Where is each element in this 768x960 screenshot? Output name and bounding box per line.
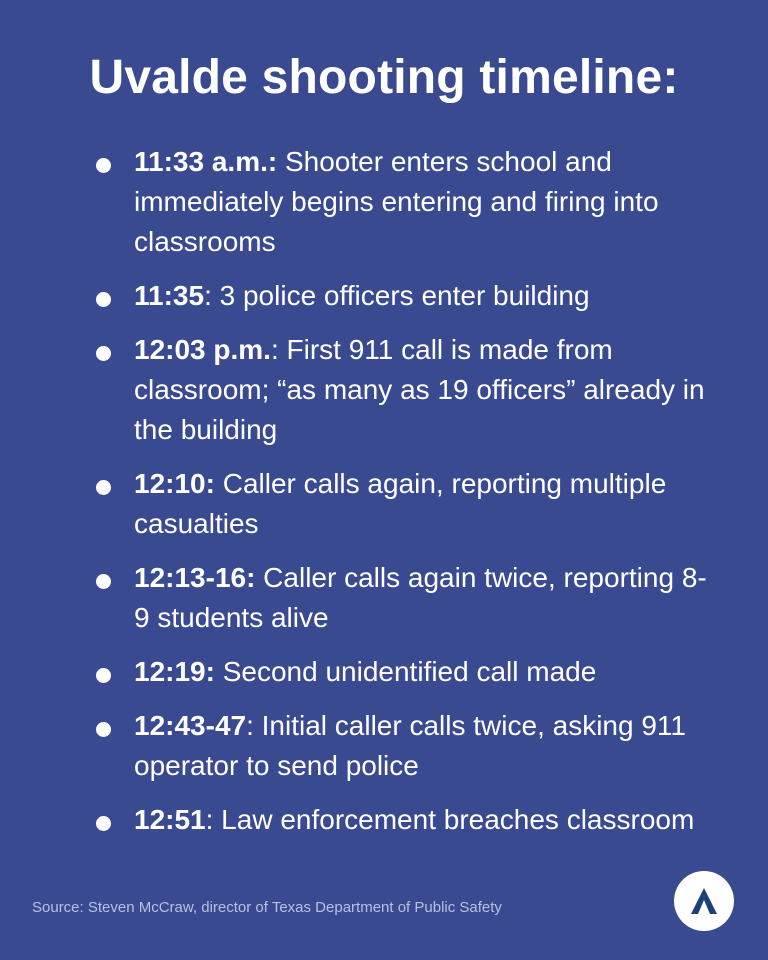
timeline-text: Second unidentified call made xyxy=(214,656,597,687)
timeline-item xyxy=(90,142,710,262)
axios-logo-icon xyxy=(674,871,734,931)
timeline-list xyxy=(90,142,710,854)
axios-logo-mark xyxy=(688,885,720,917)
timeline-time: 12:10: xyxy=(134,468,215,499)
timeline-item xyxy=(90,800,710,840)
bullet-icon xyxy=(96,668,111,683)
timeline-item xyxy=(90,558,710,638)
timeline-time: 12:43-47 xyxy=(134,710,247,741)
bullet-icon xyxy=(96,816,111,831)
timeline-item xyxy=(90,276,710,316)
bullet-icon xyxy=(96,292,111,307)
bullet-icon xyxy=(96,346,111,361)
page-title: Uvalde shooting timeline: xyxy=(89,51,679,104)
timeline-text: Caller calls again twice, reporting 8-9 students alive xyxy=(134,562,707,633)
timeline-time: 12:03 p.m. xyxy=(134,334,271,365)
timeline-text: : 3 police officers enter building xyxy=(204,280,590,311)
bullet-icon xyxy=(96,480,111,495)
timeline-text: : First 911 call is made from classroom; “as many as 19 officers” already in the building xyxy=(134,334,705,445)
timeline-time: 11:33 a.m.: xyxy=(134,146,278,177)
timeline-time: 12:13-16: xyxy=(134,562,256,593)
timeline-text: Caller calls again, reporting multiple casualties xyxy=(134,468,667,539)
timeline-item xyxy=(90,706,710,786)
timeline-text: Shooter enters school and immediately begins entering and firing into classrooms xyxy=(134,146,659,257)
timeline-item xyxy=(90,330,710,450)
timeline-time: 12:51 xyxy=(134,804,206,835)
source-caption: Source: Steven McCraw, director of Texas Department of Public Safety xyxy=(32,899,502,916)
bullet-icon xyxy=(96,158,111,173)
bullet-icon xyxy=(96,722,111,737)
timeline-item xyxy=(90,464,710,544)
timeline-item xyxy=(90,652,710,692)
timeline-time: 11:35 xyxy=(134,280,205,311)
timeline-text: : Initial caller calls twice, asking 911 operator to send police xyxy=(134,710,686,781)
bullet-icon xyxy=(96,574,111,589)
timeline-time: 12:19: xyxy=(134,656,215,687)
timeline-text: : Law enforcement breaches classroom xyxy=(205,804,695,835)
